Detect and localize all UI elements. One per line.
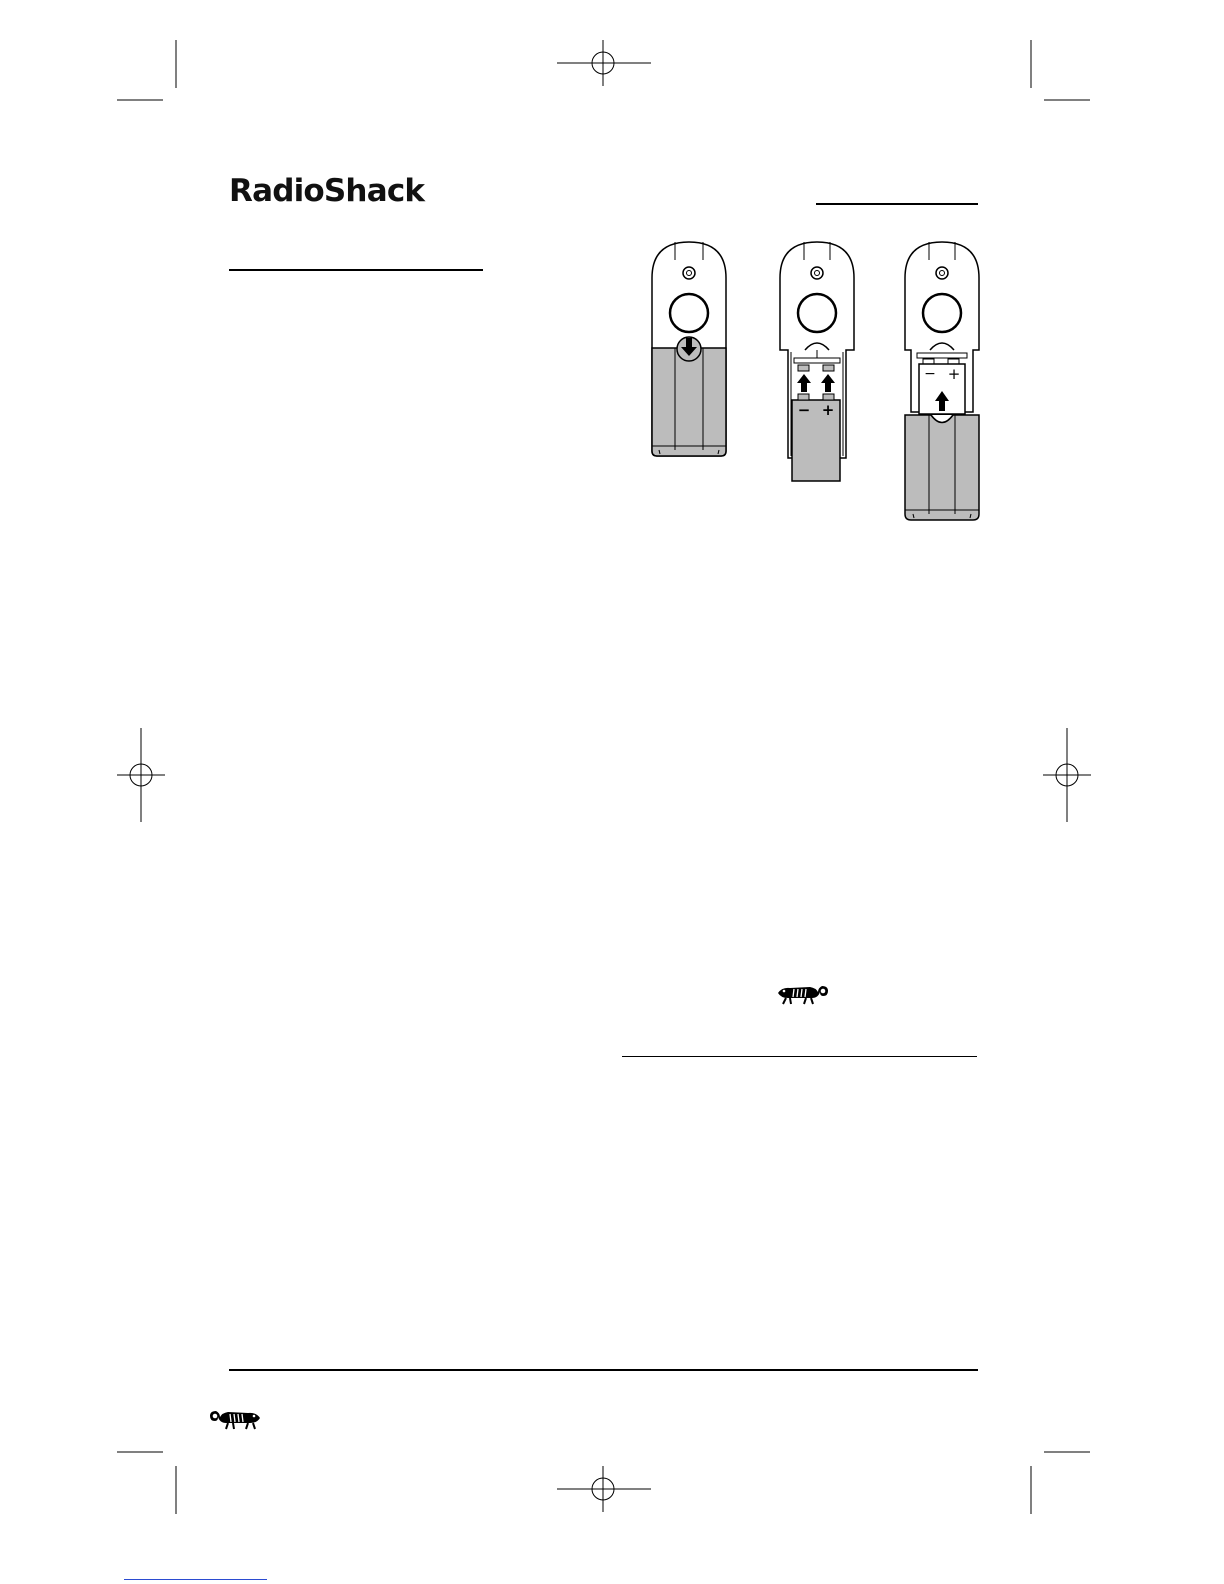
- section-rule-right: [622, 1056, 977, 1057]
- chameleon-icon: [776, 980, 830, 1006]
- battery-cover: [905, 415, 979, 520]
- footer-rule: [229, 1369, 978, 1371]
- section-rule-left: [229, 269, 483, 271]
- handset-step-2: [778, 240, 858, 482]
- battery-minus-label: −: [924, 366, 936, 382]
- battery-minus-label: −: [797, 401, 811, 419]
- radioshack-logo: RadioShack: [229, 173, 425, 209]
- handset-step-3: [903, 240, 983, 524]
- bottom-edge-mark: [124, 1579, 267, 1580]
- battery-plus-label: +: [821, 401, 835, 419]
- chameleon-icon: [206, 1404, 262, 1432]
- handset-step-1: [651, 240, 727, 462]
- battery-plus-label: +: [947, 365, 961, 383]
- header-rule-right: [816, 203, 978, 205]
